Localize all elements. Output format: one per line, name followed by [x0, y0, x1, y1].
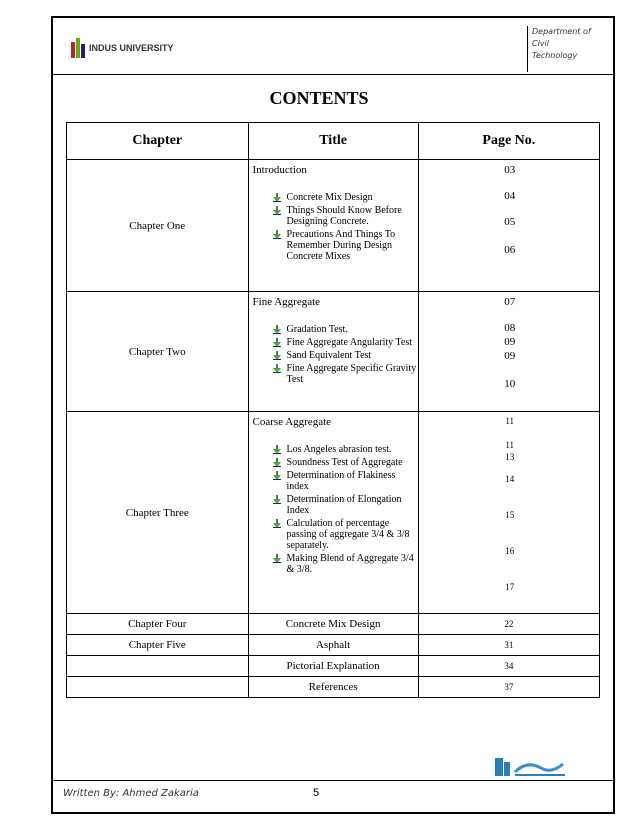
arrow-bullet-icon [273, 338, 281, 347]
chapter-cell: Chapter Two [67, 292, 249, 412]
table-header-row [67, 123, 600, 160]
list-item: Calculation of percentage passing of aggregate 3/4 & 3/8 separately. [271, 518, 418, 551]
company-logo-icon [493, 754, 577, 780]
arrow-bullet-icon [273, 230, 281, 239]
list-item: Things Should Know Before Designing Concrete. [271, 205, 418, 227]
page-number: 04 [504, 190, 516, 202]
list-item: Sand Equivalent Test [271, 350, 418, 361]
chapter-cell [67, 677, 249, 698]
page-number: 06 [504, 244, 516, 256]
author-credit: Written By: Ahmed Zakaria [63, 788, 199, 799]
subsection-list [249, 324, 418, 385]
arrow-bullet-icon [273, 364, 281, 373]
list-item: Soundness Test of Aggregate [271, 457, 418, 468]
page-cell [418, 292, 599, 412]
list-item: Fine Aggregate Specific Gravity Test [271, 363, 418, 385]
university-logo [71, 38, 174, 58]
table-row [67, 412, 600, 614]
page-cell: 22 [418, 614, 599, 635]
arrow-bullet-icon [273, 206, 281, 215]
arrow-bullet-icon [273, 495, 281, 504]
table-row [67, 160, 600, 292]
page-cell [418, 412, 599, 614]
table-row [67, 656, 600, 677]
chapter-cell: Chapter Three [67, 412, 249, 614]
table-row [67, 614, 600, 635]
page-number: 11 [505, 440, 515, 450]
list-item: Fine Aggregate Angularity Test [271, 337, 418, 348]
chapter-cell [67, 656, 249, 677]
column-header-page: Page No. [418, 123, 599, 160]
page-title: CONTENTS [269, 88, 369, 108]
title-cell [248, 292, 418, 412]
page-number: 03 [504, 164, 516, 176]
list-item: Determination of Flakiness index [271, 470, 418, 492]
list-item: Precautions And Things To Remember During Design Concrete Mixes [271, 229, 418, 262]
title-cell: Pictorial Explanation [248, 656, 418, 677]
arrow-bullet-icon [273, 445, 281, 454]
subsection-list [249, 444, 418, 575]
chapter-cell: Chapter Five [67, 635, 249, 656]
table-row [67, 635, 600, 656]
chapter-cell: Chapter Four [67, 614, 249, 635]
list-item: Making Blend of Aggregate 3/4 & 3/8. [271, 553, 418, 575]
department-line: Technology [532, 51, 578, 60]
title-cell [248, 160, 418, 292]
column-header-chapter: Chapter [67, 123, 249, 160]
list-item: Los Angeles abrasion test. [271, 444, 418, 455]
department-line: Civil [532, 39, 549, 48]
arrow-bullet-icon [273, 193, 281, 202]
page-header [53, 18, 613, 74]
page-number: 05 [504, 216, 516, 228]
page-number: 13 [505, 452, 515, 462]
list-item: Determination of Elongation Index [271, 494, 418, 516]
arrow-bullet-icon [273, 519, 281, 528]
arrow-bullet-icon [273, 325, 281, 334]
page-number: 11 [505, 416, 515, 426]
department-label [527, 26, 611, 72]
page-number: 14 [505, 474, 515, 484]
page-cell: 31 [418, 635, 599, 656]
section-title: Fine Aggregate [252, 296, 321, 308]
page-number: 15 [505, 510, 515, 520]
table-row [67, 677, 600, 698]
page-cell: 34 [418, 656, 599, 677]
list-item: Gradation Test. [271, 324, 418, 335]
page-number: 17 [505, 582, 515, 592]
chapter-cell: Chapter One [67, 160, 249, 292]
title-cell: Concrete Mix Design [248, 614, 418, 635]
arrow-bullet-icon [273, 351, 281, 360]
page-footer [53, 780, 613, 812]
list-item: Concrete Mix Design [271, 192, 418, 203]
page-number-footer: 5 [313, 787, 320, 799]
header-divider [53, 74, 613, 75]
title-cell [248, 412, 418, 614]
arrow-bullet-icon [273, 458, 281, 467]
university-logo-text: INDUS UNIVERSITY [89, 43, 174, 53]
arrow-bullet-icon [273, 471, 281, 480]
table-row [67, 292, 600, 412]
page-number: 07 [504, 296, 516, 308]
subsection-list [249, 192, 418, 262]
section-title: Introduction [252, 164, 307, 176]
arrow-bullet-icon [273, 554, 281, 563]
section-title: Coarse Aggregate [252, 416, 332, 428]
page-number: 08 [504, 322, 516, 334]
page-number: 09 [504, 336, 516, 348]
department-line: Department of [532, 27, 591, 36]
footer-divider [53, 780, 613, 781]
contents-table [66, 122, 600, 698]
page-number: 16 [505, 546, 515, 556]
page-cell [418, 160, 599, 292]
page-number: 10 [504, 378, 516, 390]
title-cell: References [248, 677, 418, 698]
page-cell: 37 [418, 677, 599, 698]
title-cell: Asphalt [248, 635, 418, 656]
page-number: 09 [504, 350, 516, 362]
column-header-title: Title [248, 123, 418, 160]
university-logo-icon [71, 38, 85, 58]
